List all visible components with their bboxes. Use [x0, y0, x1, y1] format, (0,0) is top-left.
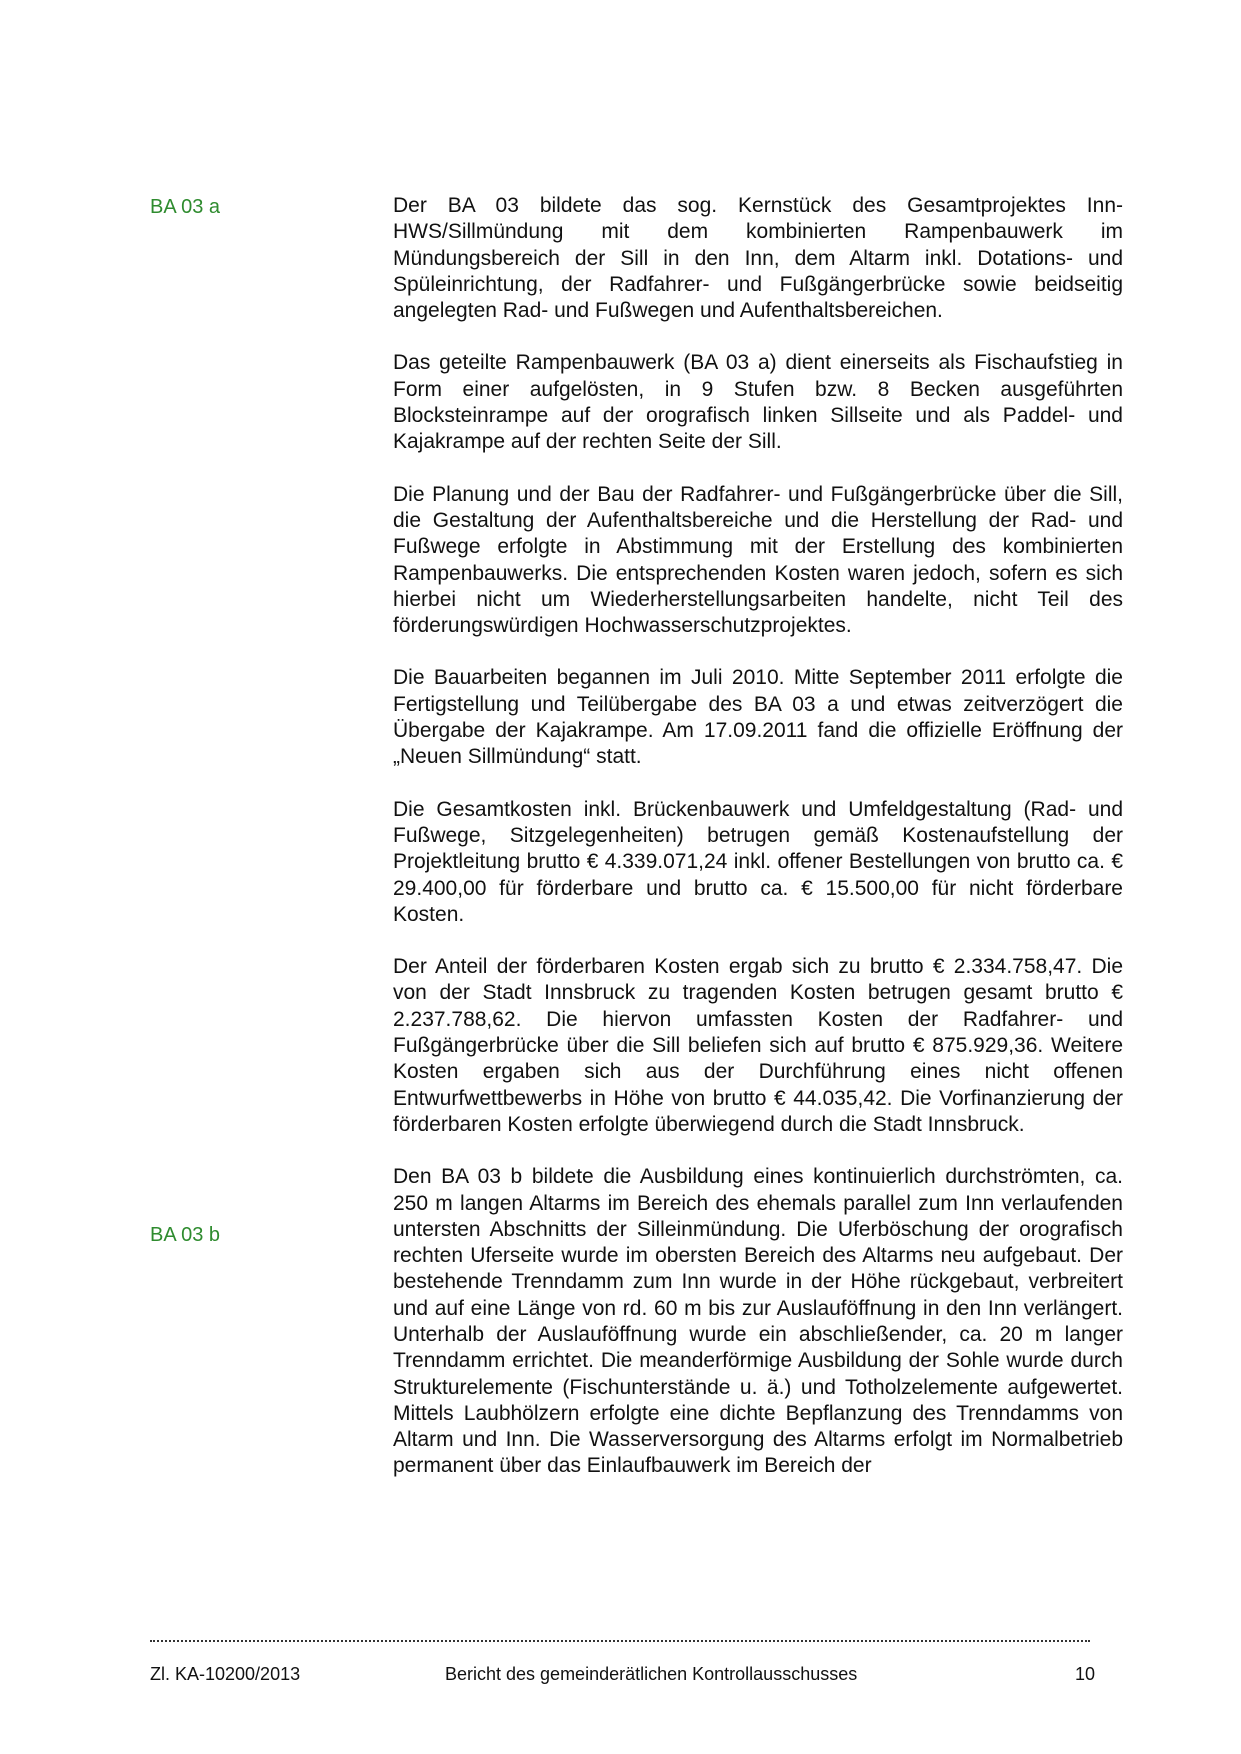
- document-body: [393, 193, 1123, 1506]
- page-number: 10: [1074, 1664, 1095, 1684]
- section-label-ba-03-b: BA 03 b: [150, 1224, 221, 1246]
- footer-title: Bericht des gemeinderätlichen Kontrollausschusses: [445, 1664, 858, 1684]
- footer-reference: Zl. KA-10200/2013: [150, 1664, 301, 1684]
- paragraph-ba03b-oxbow: Den BA 03 b bildete die Ausbildung eines kontinuierlich durchströmten, ca. 250 m langen Altarms im Bereich des ehemals parallel zum Inn verlaufenden untersten Abschnitts der Silleinmündung. Die Uferböschung der orografisch rechten Uferseite wurde im obersten Bereich des Altarms neu aufgebaut. Der bestehende Trenndamm zum Inn wurde in der Höhe rückgebaut, verbreitert und auf eine Länge von rd. 60 m bis zur Auslauföffnung in den Inn verlängert. Unterhalb der Auslauföffnung wurde ein abschließender, ca. 20 m langer Trenndamm errichtet. Die meanderförmige Ausbildung der Sohle wurde durch Strukturelemente (Fischunterstände u. ä.) und Totholzelemente aufgewertet. Mittels Laubhölzern erfolgte eine dichte Bepflanzung des Trenndamms von Altarm und Inn. Die Wasserversorgung des Altarms erfolgt im Normalbetrieb permanent über das Einlaufbauwerk im Bereich der: [393, 1165, 1123, 1478]
- paragraph-ramp-structure: Das geteilte Rampenbauwerk (BA 03 a) dient einerseits als Fischaufstieg in Form einer aufgelösten, in 9 Stufen bzw. 8 Becken ausgeführten Blocksteinrampe auf der orografisch linken Sillseite und als Paddel- und Kajakrampe auf der rechten Seite der Sill.: [393, 351, 1123, 454]
- footer-divider: [150, 1640, 1090, 1642]
- paragraph-ba03-overview: Der BA 03 bildete das sog. Kernstück des Gesamtprojektes Inn-HWS/Sillmündung mit dem kombinierten Rampenbauwerk im Mündungsbereich der Sill in den Inn, dem Altarm inkl. Dotations- und Spüleinrichtung, der Radfahrer- und Fußgängerbrücke sowie beidseitig angelegten Rad- und Fußwegen und Aufenthaltsbereichen.: [393, 194, 1123, 323]
- paragraph-eligible-costs: Der Anteil der förderbaren Kosten ergab sich zu brutto € 2.334.758,47. Die von der Stadt Innsbruck zu tragenden Kosten betrugen gesamt brutto € 2.237.788,62. Die hiervon umfassten Kosten der Radfahrer- und Fußgängerbrücke über die Sill beliefen sich auf brutto € 875.929,36. Weitere Kosten ergaben sich aus der Durchführung eines nicht offenen Entwurfwettbewerbs in Höhe von brutto € 44.035,42. Die Vorfinanzierung der förderbaren Kosten erfolgte überwiegend durch die Stadt Innsbruck.: [393, 955, 1123, 1136]
- paragraph-construction-timeline: Die Bauarbeiten begannen im Juli 2010. Mitte September 2011 erfolgte die Fertigstellung und Teilübergabe des BA 03 a und etwas zeitverzögert die Übergabe der Kajakrampe. Am 17.09.2011 fand die offizielle Eröffnung der „Neuen Sillmündung“ statt.: [393, 666, 1123, 769]
- paragraph-bridge-planning: Die Planung und der Bau der Radfahrer- und Fußgängerbrücke über die Sill, die Gestaltung der Aufenthaltsbereiche und die Herstellung der Rad- und Fußwege erfolgte in Abstimmung mit der Erstellung des kombinierten Rampenbauwerks. Die entsprechenden Kosten waren jedoch, sofern es sich hierbei nicht um Wiederherstellungsarbeiten handelte, nicht Teil des förderungswürdigen Hochwasserschutzprojektes.: [393, 482, 1123, 638]
- section-label-ba-03-a: BA 03 a: [150, 196, 221, 218]
- paragraph-total-costs: Die Gesamtkosten inkl. Brückenbauwerk und Umfeldgestaltung (Rad- und Fußwege, Sitzgelegenheiten) betrugen gemäß Kostenaufstellung der Projektleitung brutto € 4.339.071,24 inkl. offener Bestellungen von brutto ca. € 29.400,00 für förderbare und brutto ca. € 15.500,00 für nicht förderbare Kosten.: [393, 797, 1123, 926]
